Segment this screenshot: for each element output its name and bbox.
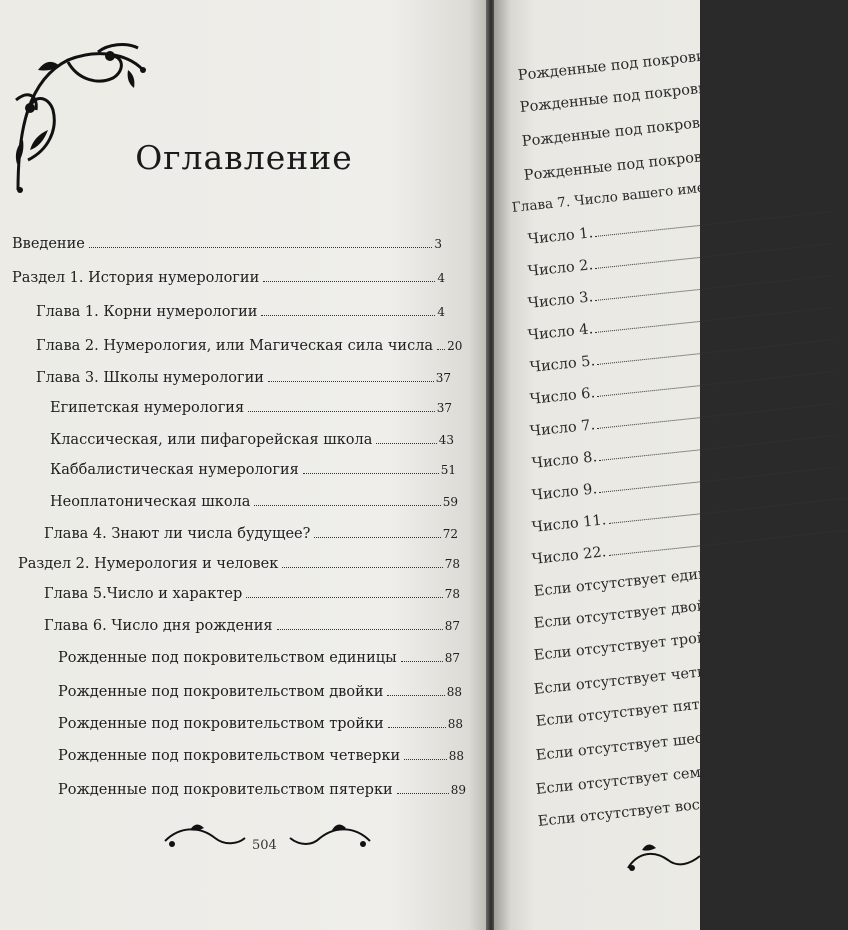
toc-entry: Если отсутствует пятер [535, 694, 719, 730]
toc-entry-label: Число 4. [527, 321, 594, 344]
toc-entry-label: Рожденные под покровительством тройки [58, 716, 384, 732]
toc-entry-page: 37 [436, 401, 452, 415]
page-number: 504 [252, 838, 277, 853]
leader-dots [282, 567, 442, 568]
leader-dots [597, 403, 836, 429]
toc-entry-label: Число 8. [531, 449, 598, 472]
toc-entry-page: 43 [438, 433, 454, 447]
leader-dots [599, 467, 838, 493]
toc-entry-page: 72 [442, 527, 458, 541]
toc-entry-page: 88 [448, 749, 464, 763]
toc-entry-page: 59 [442, 495, 458, 509]
toc-entry: Если отсутствует семер [535, 762, 720, 798]
toc-entry-label: Число 11. [531, 512, 608, 536]
leader-dots [595, 243, 834, 269]
leader-dots [303, 473, 439, 474]
leader-dots [254, 505, 440, 506]
leader-dots [246, 597, 442, 598]
leader-dots [401, 661, 443, 662]
toc-entry-label: Число 9. [531, 481, 598, 504]
leader-dots [314, 537, 440, 538]
toc-entry-page: 4 [437, 271, 445, 285]
toc-entry-label: Египетская нумерология [50, 400, 245, 416]
toc-entry-label: Раздел 2. Нумерология и человек [18, 556, 279, 572]
toc-entry-label: Глава 2. Нумерология, или Магическая сила числа [36, 338, 434, 354]
toc-entry: Если отсутствует единиц [533, 563, 728, 600]
toc-entry-label: Рожденные под покровительством пятерки [58, 782, 393, 798]
toc-entry-page: 37 [435, 371, 451, 385]
toc-entry: Если отсутствует четвер [533, 662, 724, 698]
toc-entry: Если отсутствует тройк [533, 628, 717, 664]
toc-entry-page: 20 [447, 339, 463, 353]
toc-entry-label: Число 2. [527, 257, 594, 280]
leader-dots [263, 281, 435, 282]
toc-entry [58, 782, 466, 798]
toc-entry [58, 684, 462, 700]
toc-entry: Если отсутствует двойка [533, 596, 725, 632]
page-title: Оглавление [135, 138, 353, 177]
leader-dots [595, 275, 834, 301]
toc-entry-label: Число 22. [531, 544, 608, 568]
toc-entry-label: Классическая, или пифагорейская школа [50, 432, 373, 448]
toc-entry [12, 270, 445, 286]
toc-entry: Рожденные под покровите [521, 112, 727, 150]
toc-entry [36, 370, 451, 386]
toc-entry [44, 526, 458, 542]
leader-dots [597, 371, 836, 397]
toc-entry-label: Число 7. [529, 417, 596, 440]
toc-entry-label: Введение [12, 236, 85, 252]
toc-entry: Рожденные под покровите [519, 78, 725, 116]
leader-dots [397, 793, 449, 794]
leader-dots [277, 629, 443, 630]
toc-entry-label: Число 1. [527, 225, 594, 248]
leader-dots [595, 307, 834, 333]
toc-entry-page: 87 [444, 619, 460, 633]
toc-entry-label: Глава 5.Число и характер [44, 586, 243, 602]
toc-entry-label: Глава 1. Корни нумерологии [36, 304, 258, 320]
toc-entry-page: 51 [440, 463, 456, 477]
leader-dots [597, 339, 836, 365]
toc-entry-label: Рожденные под покровительством двойки [58, 684, 384, 700]
toc-entry: Рожденные под покровите [517, 46, 723, 84]
toc-entry [58, 748, 464, 764]
leader-dots [595, 211, 834, 237]
leader-dots [437, 349, 445, 350]
toc-entry: Если отсутствует шесте [535, 728, 721, 764]
toc-entry-page: 88 [446, 685, 462, 699]
toc-entry-label: Неоплатоническая школа [50, 494, 251, 510]
toc-entry [58, 716, 463, 732]
toc-entry [44, 618, 460, 634]
toc-entry-label: Число 6. [529, 385, 596, 408]
leader-dots [388, 727, 446, 728]
toc-entry-label: Глава 6. Число дня рождения [44, 618, 273, 634]
toc-entry [50, 400, 452, 416]
leader-dots [599, 435, 838, 461]
toc-entry-page: 89 [450, 783, 466, 797]
toc-entry [44, 586, 460, 602]
toc-entry-page: 78 [444, 587, 460, 601]
toc-entry-page: 78 [444, 557, 460, 571]
toc-entry-page: 3 [434, 237, 442, 251]
leader-dots [268, 381, 434, 382]
toc-entry [50, 462, 456, 478]
toc-entry: Рожденные под покровите [523, 146, 729, 184]
leader-dots [376, 443, 436, 444]
toc-entry-label: Глава 3. Школы нумерологии [36, 370, 264, 386]
right-page [494, 0, 729, 930]
toc-entry-page: 4 [437, 305, 445, 319]
leader-dots [404, 759, 447, 760]
toc-entry [50, 494, 458, 510]
leader-dots [609, 530, 848, 556]
toc-entry [58, 650, 460, 666]
toc-entry-page: 87 [444, 651, 460, 665]
leader-dots [89, 247, 433, 248]
toc-entry [50, 432, 454, 448]
toc-entry: Если отсутствует восьм [537, 795, 720, 830]
toc-entry-label: Число 3. [527, 289, 594, 312]
toc-entry-label: Глава 4. Знают ли числа будущее? [44, 526, 311, 542]
footer-ornament-icon [624, 838, 700, 878]
toc-entry-label: Рожденные под покровительством четверки [58, 748, 401, 764]
toc-entry [36, 304, 445, 320]
leader-dots [248, 411, 435, 412]
toc-entry-page: 88 [447, 717, 463, 731]
toc-entry-label: Число 5. [529, 353, 596, 376]
toc-entry [12, 236, 442, 252]
leader-dots [261, 315, 435, 316]
toc-entry-label: Каббалистическая нумерология [50, 462, 299, 478]
leader-dots [609, 498, 848, 524]
toc-entry: Глава 7. Число вашего имен [511, 178, 715, 216]
toc-entry-label: Раздел 1. История нумерологии [12, 270, 260, 286]
toc-entry [18, 556, 460, 572]
toc-entry-label: Рожденные под покровительством единицы [58, 650, 397, 666]
toc-entry [36, 338, 463, 354]
leader-dots [387, 695, 444, 696]
